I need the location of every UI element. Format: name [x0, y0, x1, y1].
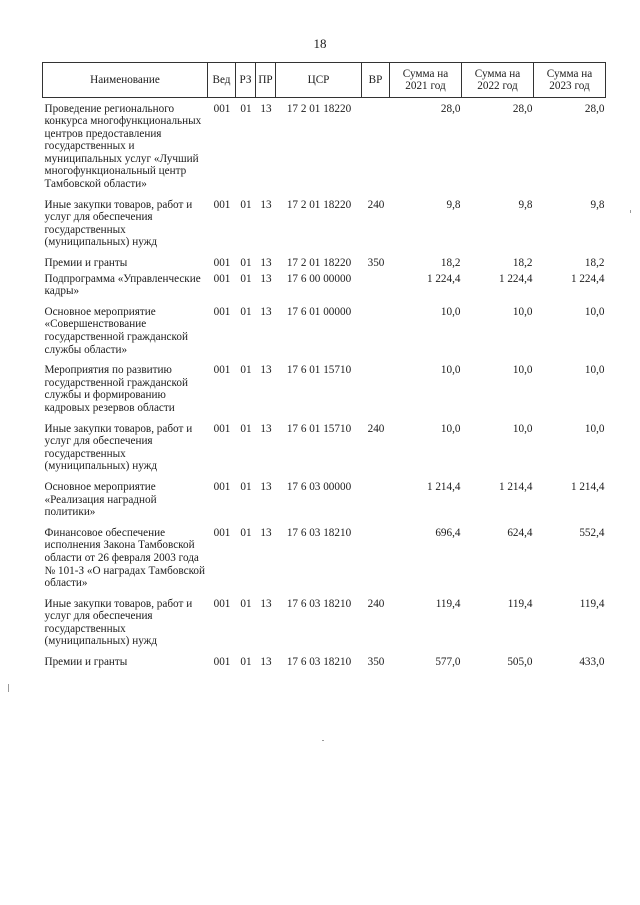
row-name: Премии и гранты	[44, 656, 128, 669]
row-name: Основное мероприятие «Реализация наградной политики»	[44, 480, 157, 519]
row-rz: 01	[240, 305, 252, 318]
row-sum-2022: 10,0	[512, 305, 533, 318]
row-vr	[362, 481, 390, 519]
row-vr	[362, 527, 390, 590]
row-csr: 17 6 03 00000	[286, 480, 352, 493]
row-csr: 17 6 01 15710	[286, 364, 352, 377]
row-csr: 17 6 01 00000	[286, 305, 352, 318]
row-pr: 13	[260, 526, 272, 539]
row-pr: 13	[260, 656, 272, 669]
row-rz: 01	[240, 656, 252, 669]
table-row	[43, 481, 606, 519]
row-spacer-cell	[43, 298, 606, 306]
row-sum-2022: 18,2	[512, 257, 533, 270]
row-pr: 13	[260, 102, 272, 115]
row-sum-2022: 10,0	[512, 422, 533, 435]
row-spacer	[43, 648, 606, 656]
header-pr: ПР	[256, 63, 276, 98]
row-spacer	[43, 590, 606, 598]
row-rz: 01	[240, 422, 252, 435]
row-ved: 001	[213, 656, 231, 669]
table-row	[43, 257, 606, 270]
row-vr: 350	[367, 257, 385, 270]
row-vr: 240	[367, 198, 385, 211]
row-sum-2022: 119,4	[507, 597, 533, 610]
row-spacer-cell	[43, 191, 606, 199]
row-ved: 001	[213, 480, 231, 493]
row-name: Премии и гранты	[44, 257, 128, 270]
row-vr	[362, 273, 390, 298]
row-csr: 17 6 00 00000	[286, 272, 352, 285]
row-vr: 240	[367, 422, 385, 435]
row-sum-2023: 1 214,4	[570, 480, 605, 493]
row-sum-2021: 18,2	[440, 257, 461, 270]
row-ved: 001	[213, 102, 231, 115]
header-rz: РЗ	[236, 63, 256, 98]
row-sum-2023: 28,0	[584, 102, 605, 115]
row-rz: 01	[240, 198, 252, 211]
row-sum-2023: 9,8	[590, 198, 605, 211]
row-rz: 01	[240, 102, 252, 115]
row-rz: 01	[240, 364, 252, 377]
row-vr	[362, 306, 390, 356]
row-sum-2022: 9,8	[518, 198, 533, 211]
row-csr: 17 6 03 18210	[286, 597, 352, 610]
row-sum-2021: 9,8	[446, 198, 461, 211]
row-spacer	[43, 519, 606, 527]
row-pr: 13	[260, 597, 272, 610]
row-pr: 13	[260, 480, 272, 493]
row-rz: 01	[240, 597, 252, 610]
row-sum-2021: 119,4	[435, 597, 461, 610]
row-spacer	[43, 415, 606, 423]
row-spacer-cell	[43, 356, 606, 364]
row-sum-2023: 10,0	[584, 422, 605, 435]
header-ved: Вед	[208, 63, 236, 98]
row-spacer-cell	[43, 249, 606, 257]
row-name: Мероприятия по развитию государственной гражданской службы и формированию кадровых резервов области	[44, 364, 188, 414]
row-sum-2021: 1 224,4	[426, 272, 461, 285]
table-row	[43, 306, 606, 356]
row-name: Подпрограмма «Управленческие кадры»	[44, 272, 201, 298]
row-spacer	[43, 191, 606, 199]
row-spacer-cell	[43, 648, 606, 656]
row-sum-2022: 1 214,4	[498, 480, 533, 493]
row-ved: 001	[213, 422, 231, 435]
row-ved: 001	[213, 272, 231, 285]
row-pr: 13	[260, 305, 272, 318]
row-spacer-cell	[43, 519, 606, 527]
row-sum-2023: 119,4	[579, 597, 605, 610]
row-spacer-cell	[43, 590, 606, 598]
header-sum-2022: Сумма на 2022 год	[462, 63, 534, 98]
row-sum-2021: 10,0	[440, 422, 461, 435]
table-row	[43, 527, 606, 590]
row-sum-2021: 577,0	[435, 656, 461, 669]
row-name: Иные закупки товаров, работ и услуг для обеспечения государственных (муниципальных) нужд	[44, 198, 193, 249]
row-pr: 13	[260, 364, 272, 377]
scan-mark	[630, 210, 631, 213]
row-rz: 01	[240, 480, 252, 493]
row-vr	[362, 364, 390, 414]
row-spacer-cell	[43, 415, 606, 423]
row-ved: 001	[213, 364, 231, 377]
row-sum-2023: 433,0	[579, 656, 605, 669]
row-pr: 13	[260, 422, 272, 435]
table-row	[43, 656, 606, 669]
row-ved: 001	[213, 198, 231, 211]
row-name: Иные закупки товаров, работ и услуг для обеспечения государственных (муниципальных) нужд	[44, 597, 193, 648]
budget-table	[42, 62, 606, 669]
row-rz: 01	[240, 272, 252, 285]
table-row	[43, 199, 606, 249]
header-sum-2023: Сумма на 2023 год	[534, 63, 606, 98]
row-sum-2022: 28,0	[512, 102, 533, 115]
row-vr: 350	[367, 656, 385, 669]
header-name: Наименование	[43, 63, 208, 98]
row-csr: 17 2 01 18220	[286, 257, 352, 270]
row-csr: 17 2 01 18220	[286, 102, 352, 115]
row-sum-2023: 552,4	[579, 526, 605, 539]
row-csr: 17 6 01 15710	[286, 422, 352, 435]
row-spacer	[43, 249, 606, 257]
header-csr: ЦСР	[276, 63, 362, 98]
row-rz: 01	[240, 526, 252, 539]
row-sum-2023: 1 224,4	[570, 272, 605, 285]
row-spacer-cell	[43, 473, 606, 481]
row-ved: 001	[213, 257, 231, 270]
row-sum-2021: 10,0	[440, 364, 461, 377]
row-spacer	[43, 473, 606, 481]
row-ved: 001	[213, 305, 231, 318]
row-pr: 13	[260, 272, 272, 285]
row-rz: 01	[240, 257, 252, 270]
table-row	[43, 103, 606, 191]
row-sum-2022: 505,0	[507, 656, 533, 669]
row-sum-2021: 696,4	[435, 526, 461, 539]
header-sum-2021: Сумма на 2021 год	[390, 63, 462, 98]
table-row	[43, 364, 606, 414]
scan-mark	[8, 684, 9, 692]
row-spacer	[43, 298, 606, 306]
table-row	[43, 598, 606, 648]
row-sum-2022: 10,0	[512, 364, 533, 377]
row-sum-2023: 10,0	[584, 364, 605, 377]
row-sum-2023: 10,0	[584, 305, 605, 318]
row-sum-2021: 10,0	[440, 305, 461, 318]
row-vr	[362, 103, 390, 191]
row-pr: 13	[260, 198, 272, 211]
table-body	[43, 98, 606, 669]
row-sum-2023: 18,2	[584, 257, 605, 270]
row-name: Основное мероприятие «Совершенствование государственной гражданской службы области»	[44, 305, 188, 356]
row-csr: 17 6 03 18210	[286, 656, 352, 669]
row-name: Иные закупки товаров, работ и услуг для обеспечения государственных (муниципальных) нужд	[44, 422, 193, 473]
row-spacer	[43, 356, 606, 364]
scan-mark	[322, 740, 324, 741]
table-row	[43, 273, 606, 298]
table-header	[43, 63, 606, 98]
page-number: 18	[313, 36, 327, 51]
row-sum-2021: 28,0	[440, 102, 461, 115]
row-sum-2022: 624,4	[507, 526, 533, 539]
row-csr: 17 6 03 18210	[286, 526, 352, 539]
row-pr: 13	[260, 257, 272, 270]
row-vr: 240	[367, 597, 385, 610]
row-ved: 001	[213, 597, 231, 610]
table-row	[43, 423, 606, 473]
row-csr: 17 2 01 18220	[286, 198, 352, 211]
row-ved: 001	[213, 526, 231, 539]
header-vr: ВР	[362, 63, 390, 98]
row-name: Проведение регионального конкурса многофункциональных центров предоставления государственных и муниципальных услуг «Лучший многофункциональный центр Тамбовской области»	[44, 102, 202, 191]
row-sum-2021: 1 214,4	[426, 480, 461, 493]
row-sum-2022: 1 224,4	[498, 272, 533, 285]
row-name: Финансовое обеспечение исполнения Закона Тамбовской области от 26 февраля 2003 года № 101-З «О наградах Тамбовской области»	[44, 526, 206, 590]
